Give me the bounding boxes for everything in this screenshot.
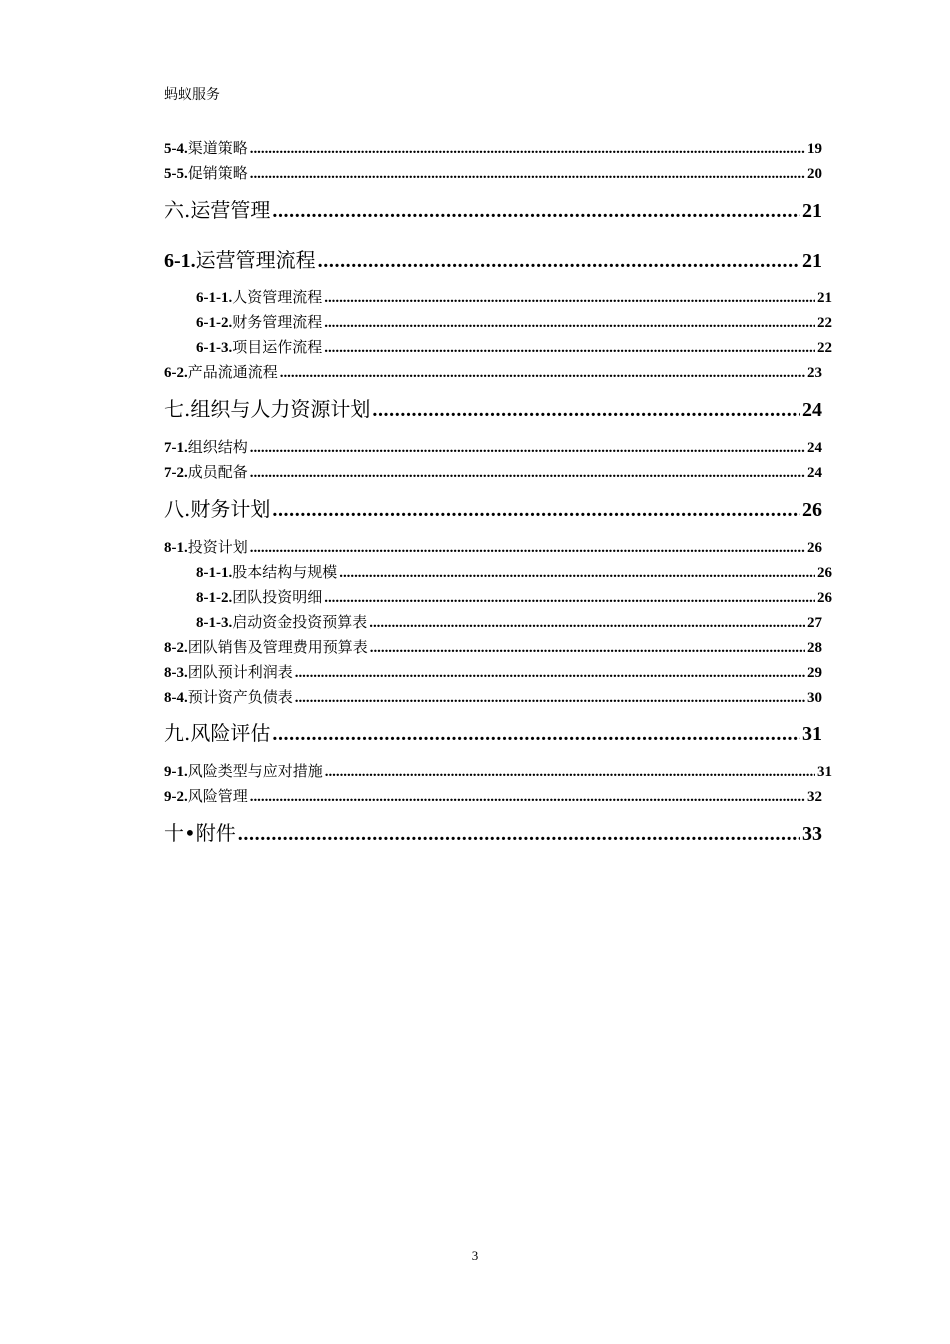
toc-leader-dots xyxy=(369,615,805,632)
toc-entry[interactable] xyxy=(164,137,822,158)
toc-entry[interactable] xyxy=(164,785,822,806)
toc-entry[interactable] xyxy=(164,686,822,707)
toc-leader-dots xyxy=(250,141,805,158)
toc-leader-dots xyxy=(324,290,815,307)
toc-leader-dots xyxy=(325,764,815,781)
toc-entry-page: 31 xyxy=(817,764,832,780)
toc-entry-page: 32 xyxy=(807,789,822,805)
toc-entry-number: 7-2. xyxy=(164,465,188,481)
toc-entry-title: 团队预计利润表 xyxy=(187,663,293,681)
toc-leader-dots xyxy=(250,440,805,457)
toc-leader-dots xyxy=(280,365,805,382)
toc-entry-page: 24 xyxy=(807,440,822,456)
toc-entry-title: 投资计划 xyxy=(187,538,248,556)
toc-entry-number: 6-1. xyxy=(164,250,196,272)
toc-entry-title: 风险类型与应对措施 xyxy=(187,762,323,780)
toc-leader-dots xyxy=(370,640,805,657)
toc-entry-number: 6-1-3. xyxy=(196,340,233,356)
toc-entry-page: 19 xyxy=(807,141,822,157)
toc-entry-number: 8-1-2. xyxy=(196,590,233,606)
toc-entry-number: 7-1. xyxy=(164,440,188,456)
toc-entry-page: 26 xyxy=(817,565,832,581)
toc-leader-dots xyxy=(324,590,815,607)
toc-entry-page: 22 xyxy=(817,315,832,331)
toc-chapter-title: 九.风险评估 xyxy=(164,721,271,745)
toc-entry-number: 6-1-1. xyxy=(196,290,233,306)
page-number: 3 xyxy=(471,1248,479,1263)
toc-entry[interactable] xyxy=(164,536,822,557)
toc-chapter-page: 24 xyxy=(802,399,822,421)
toc-leader-dots xyxy=(272,499,800,522)
toc-entry-title: 财务管理流程 xyxy=(232,313,323,331)
toc-leader-dots xyxy=(324,340,815,357)
toc-entry-number: 6-1-2. xyxy=(196,315,233,331)
toc-entry-page: 27 xyxy=(807,615,822,631)
toc-leader-dots xyxy=(295,690,805,707)
toc-entry-page: 23 xyxy=(807,365,822,381)
toc-chapter-title: 十•附件 xyxy=(164,821,236,845)
toc-entry-page: 21 xyxy=(817,290,832,306)
toc-chapter-page: 31 xyxy=(802,723,822,745)
toc-entry-page: 29 xyxy=(807,665,822,681)
toc-leader-dots xyxy=(250,465,805,482)
toc-entry[interactable] xyxy=(164,162,822,183)
toc-entry-title: 团队销售及管理费用预算表 xyxy=(187,638,368,656)
toc-chapter[interactable] xyxy=(164,393,822,422)
toc-chapter-title: 七.组织与人力资源计划 xyxy=(164,397,371,421)
toc-entry-number: 9-2. xyxy=(164,789,188,805)
toc-entry-number: 8-3. xyxy=(164,665,188,681)
toc-entry-number: 8-1-1. xyxy=(196,565,233,581)
toc-entry-title: 启动资金投资预算表 xyxy=(232,613,368,631)
toc-entry-title: 预计资产负债表 xyxy=(187,688,293,706)
toc-entry-number: 5-5. xyxy=(164,166,188,182)
toc-entry[interactable] xyxy=(164,436,822,457)
toc-entry-page: 26 xyxy=(817,590,832,606)
toc-chapter-page: 33 xyxy=(802,823,822,845)
toc-entry-title: 项目运作流程 xyxy=(232,338,323,356)
toc-entry-title: 渠道策略 xyxy=(187,139,248,157)
toc-entry-title: 成员配备 xyxy=(187,463,248,481)
page-header: 蚂蚁服务 xyxy=(164,87,220,103)
toc-entry-number: 8-1. xyxy=(164,540,188,556)
toc-entry-number: 8-4. xyxy=(164,690,188,706)
toc-entry-title: 团队投资明细 xyxy=(232,588,323,606)
toc-leader-dots xyxy=(250,789,805,806)
toc-entry-page: 30 xyxy=(807,690,822,706)
toc-chapter[interactable] xyxy=(164,493,822,522)
toc-chapter-page: 26 xyxy=(802,499,822,521)
toc-chapter-title: 六.运营管理 xyxy=(164,198,271,222)
toc-leader-dots xyxy=(324,315,815,332)
toc-chapter-page: 21 xyxy=(802,200,822,222)
toc-subentry[interactable] xyxy=(196,561,832,582)
toc-leader-dots xyxy=(250,166,805,183)
toc-entry-page: 24 xyxy=(807,465,822,481)
toc-entry-number: 8-2. xyxy=(164,640,188,656)
toc-leader-dots xyxy=(238,823,800,846)
toc-leader-dots xyxy=(250,540,805,557)
toc-entry-number: 9-1. xyxy=(164,764,188,780)
toc-subentry[interactable] xyxy=(196,336,832,357)
toc-entry-number: 5-4. xyxy=(164,141,188,157)
toc-entry-number: 8-1-3. xyxy=(196,615,233,631)
toc-subentry[interactable] xyxy=(196,611,822,632)
toc-entry[interactable] xyxy=(164,760,832,781)
toc-entry-title: 促销策略 xyxy=(187,164,248,182)
toc-chapter-title: 八.财务计划 xyxy=(164,497,271,521)
toc-entry-number: 6-2. xyxy=(164,365,188,381)
toc-entry-title: 产品流通流程 xyxy=(187,363,278,381)
toc-entry[interactable] xyxy=(164,461,822,482)
toc-chapter[interactable] xyxy=(164,817,822,846)
toc-entry-title: 人资管理流程 xyxy=(232,288,323,306)
toc-entry-page: 26 xyxy=(807,540,822,556)
toc-leader-dots xyxy=(318,250,800,273)
toc-entry-title: 组织结构 xyxy=(187,438,248,456)
toc-entry[interactable] xyxy=(164,636,822,657)
toc-entry[interactable] xyxy=(164,361,822,382)
toc-subentry[interactable] xyxy=(196,286,832,307)
toc-leader-dots xyxy=(295,665,805,682)
toc-chapter[interactable] xyxy=(164,717,822,746)
toc-entry-title: 股本结构与规模 xyxy=(232,563,338,581)
toc-subentry[interactable] xyxy=(196,311,832,332)
toc-entry[interactable] xyxy=(164,244,822,273)
toc-leader-dots xyxy=(272,200,800,223)
toc-leader-dots xyxy=(272,723,800,746)
toc-entry-page: 22 xyxy=(817,340,832,356)
toc-chapter[interactable] xyxy=(164,194,822,223)
toc-leader-dots xyxy=(372,399,800,422)
toc-entry-page: 20 xyxy=(807,166,822,182)
toc-entry-page: 21 xyxy=(802,250,822,272)
toc-entry-page: 28 xyxy=(807,640,822,656)
toc-subentry[interactable] xyxy=(196,586,832,607)
toc-entry-title: 运营管理流程 xyxy=(195,248,316,272)
toc-entry-title: 风险管理 xyxy=(187,787,248,805)
toc-leader-dots xyxy=(339,565,815,582)
toc-entry[interactable] xyxy=(164,661,822,682)
